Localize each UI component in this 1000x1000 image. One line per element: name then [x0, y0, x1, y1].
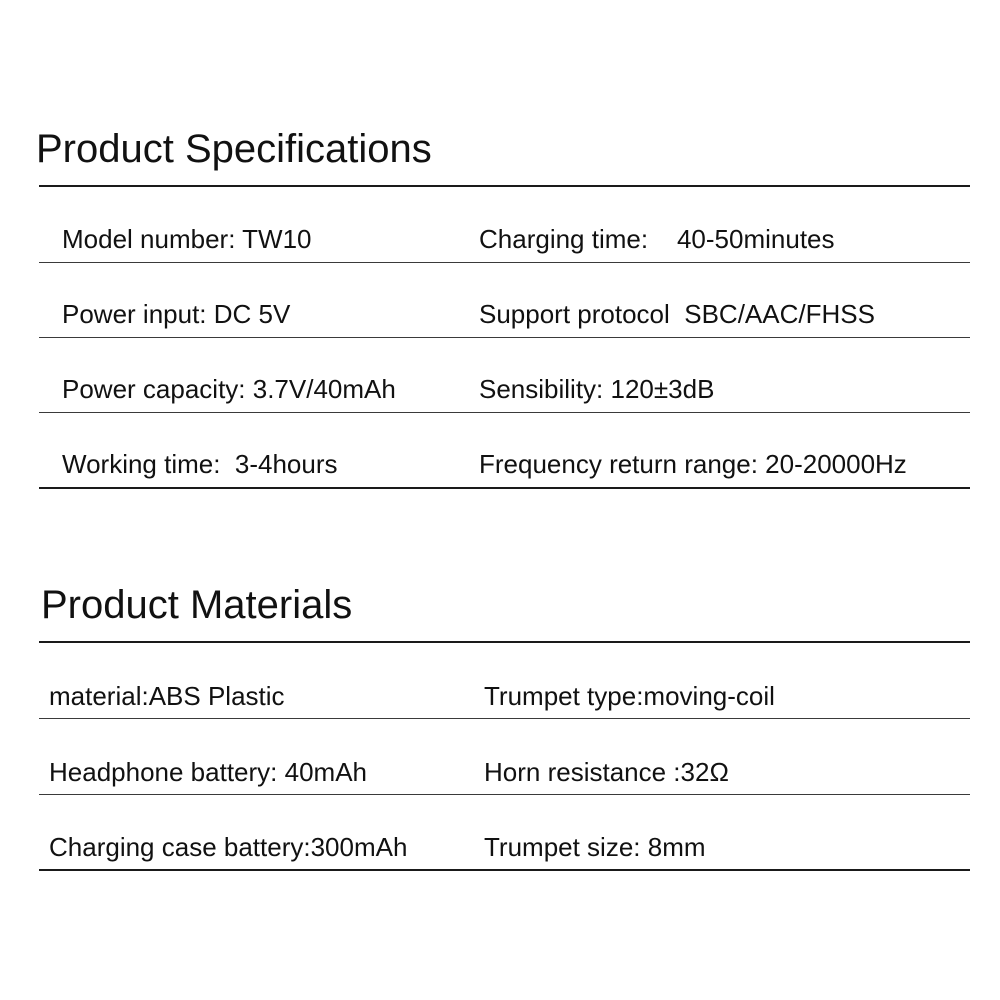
spec-support-protocol: Support protocol SBC/AAC/FHSS [479, 299, 875, 329]
materials-heading-rule [39, 641, 970, 643]
spec-power-capacity: Power capacity: 3.7V/40mAh [62, 374, 396, 404]
specifications-bottom-rule [39, 487, 970, 489]
material-housing: material:ABS Plastic [49, 681, 285, 711]
spec-power-input: Power input: DC 5V [62, 299, 291, 329]
material-case-battery: Charging case battery:300mAh [49, 832, 408, 862]
row-divider [39, 794, 970, 795]
specifications-heading-rule [39, 185, 970, 187]
materials-bottom-rule [39, 869, 970, 871]
spec-frequency-range: Frequency return range: 20-20000Hz [479, 449, 907, 479]
spec-sensibility: Sensibility: 120±3dB [479, 374, 715, 404]
row-divider [39, 337, 970, 338]
spec-working-time: Working time: 3-4hours [62, 449, 338, 479]
materials-heading: Product Materials [41, 583, 353, 627]
material-headphone-battery: Headphone battery: 40mAh [49, 757, 367, 787]
material-horn-resistance: Horn resistance :32Ω [484, 757, 729, 787]
spec-model-number: Model number: TW10 [62, 224, 312, 254]
spec-charging-time: Charging time: 40-50minutes [479, 224, 835, 254]
row-divider [39, 262, 970, 263]
row-divider [39, 718, 970, 719]
material-trumpet-size: Trumpet size: 8mm [484, 832, 706, 862]
specifications-heading: Product Specifications [36, 127, 432, 171]
row-divider [39, 412, 970, 413]
material-trumpet-type: Trumpet type:moving-coil [484, 681, 775, 711]
